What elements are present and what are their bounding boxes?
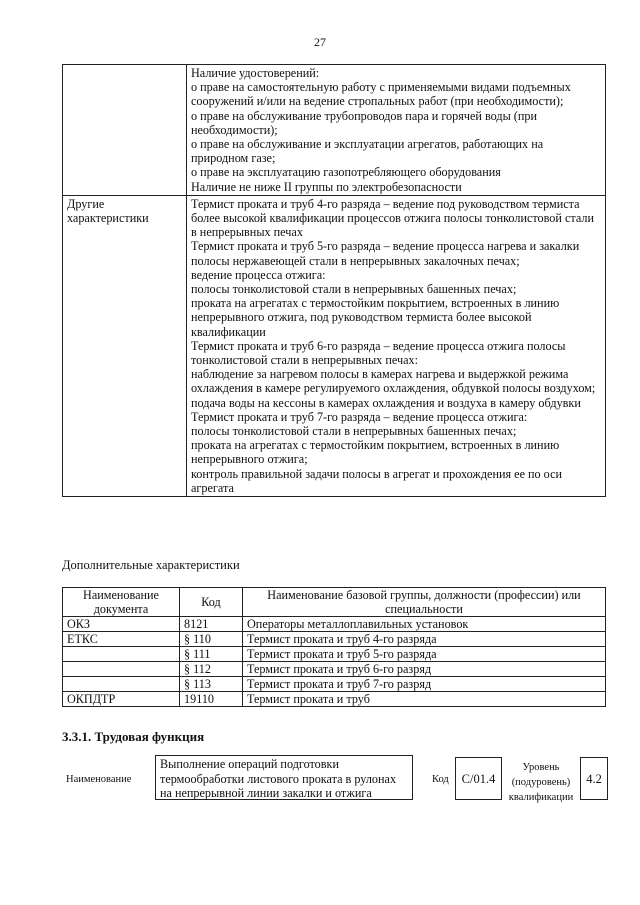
- cell-group: Термист проката и труб 5-го разряда: [243, 647, 606, 662]
- content-line: Термист проката и труб 7-го разряда – ведение процесса отжига:: [191, 409, 528, 424]
- qualification-level-label: Уровень (подуровень) квалификации: [508, 762, 574, 803]
- content-line: контроль правильной задачи полосы в агрегат и прохождения ее по оси агрегата: [191, 466, 563, 495]
- function-code-label: Код: [432, 774, 449, 785]
- header-document: Наименование документа: [63, 588, 180, 617]
- content-line: о праве на обслуживание и эксплуатации агрегатов, работающих на природном газе;: [191, 137, 544, 166]
- content-line: полосы тонколистовой стали в непрерывных башенных печах;: [191, 424, 517, 439]
- cell-code: 19110: [180, 692, 243, 707]
- cell-document: [63, 662, 180, 677]
- cell-code: § 111: [180, 647, 243, 662]
- content-line: ведение процесса отжига:: [191, 267, 326, 282]
- cell-group: Термист проката и труб 6-го разряд: [243, 662, 606, 677]
- content-line: проката на агрегатах с термостойким покрытием, встроенных в линию непрерывного отжига, под руководством термиста более высокой квалификации: [191, 296, 560, 339]
- characteristics-table: [62, 64, 606, 497]
- content-line: полосы тонколистовой стали в непрерывных башенных печах;: [191, 282, 517, 297]
- content-line: Наличие удостоверений:: [191, 66, 320, 80]
- content-line: Термист проката и труб 4-го разряда – ведение под руководством термиста более высокой квалификации процессов отжига полосы тонколистовой стали в непрерывных печах: [191, 196, 594, 240]
- additional-characteristics-title: Дополнительные характеристики: [62, 558, 240, 572]
- content-line: наблюдение за нагревом полосы в камерах нагрева и выдержкой режима охлаждения в камере регулируемого охлаждения, обдувкой полосы воздухом;: [191, 367, 596, 396]
- header-code: Код: [180, 588, 243, 617]
- qualification-level-value: 4.2: [580, 757, 608, 800]
- table-row: [63, 677, 606, 692]
- cell-document: [63, 647, 180, 662]
- content-line: о праве на обслуживание трубопроводов пара и горячей воды (при необходимости);: [191, 108, 537, 137]
- table-row: [63, 647, 606, 662]
- content-line: Термист проката и труб 5-го разряда – ведение процесса нагрева и закалки полосы нержавеющей стали в непрерывных закалочных печах;: [191, 239, 580, 268]
- header-group: Наименование базовой группы, должности (профессии) или специальности: [243, 588, 606, 617]
- cell-code: § 112: [180, 662, 243, 677]
- cell-group: Термист проката и труб: [243, 692, 606, 707]
- function-code-value: C/01.4: [455, 757, 502, 800]
- content-line: о праве на эксплуатацию газопотребляющего оборудования: [191, 165, 501, 180]
- row-label: Другие характеристики: [63, 195, 187, 496]
- function-name-value: Выполнение операций подготовки термообработки листового проката в рулонах на непрерывной линии закалки и отжига: [155, 755, 413, 800]
- table-row: [63, 65, 606, 196]
- cell-code: § 110: [180, 632, 243, 647]
- cell-group: Термист проката и труб 7-го разряд: [243, 677, 606, 692]
- cell-document: ЕТКС: [63, 632, 180, 647]
- table-row: [63, 692, 606, 707]
- section-heading: 3.3.1. Трудовая функция: [62, 729, 205, 744]
- cell-document: ОКПДТР: [63, 692, 180, 707]
- additional-characteristics-table: [62, 587, 606, 707]
- table-row: [63, 617, 606, 632]
- row-content: [187, 65, 606, 196]
- cell-group: Термист проката и труб 4-го разряда: [243, 632, 606, 647]
- page-number: 27: [314, 35, 326, 49]
- cell-document: [63, 677, 180, 692]
- cell-group: Операторы металлоплавильных установок: [243, 617, 606, 632]
- table-row: [63, 632, 606, 647]
- table-row: [63, 195, 606, 496]
- function-name-label: Наименование: [66, 774, 132, 785]
- content-line: проката на агрегатах с термостойким покрытием, встроенных в линию непрерывного отжига;: [191, 438, 560, 467]
- cell-code: 8121: [180, 617, 243, 632]
- row-content: [187, 195, 606, 496]
- cell-code: § 113: [180, 677, 243, 692]
- cell-document: ОКЗ: [63, 617, 180, 632]
- table-row: [63, 662, 606, 677]
- content-line: о праве на самостоятельную работу с применяемыми видами подъемных сооружений и/или на ведение стропальных работ (при необходимости);: [191, 80, 571, 109]
- content-line: Термист проката и труб 6-го разряда – ведение процесса отжига полосы тонколистовой стали в непрерывных печах:: [191, 338, 566, 368]
- row-label: [63, 65, 187, 196]
- table-header-row: [63, 588, 606, 617]
- content-line: подача воды на кессоны в камерах охлаждения и воздуха в камеру обдувки: [191, 395, 581, 410]
- content-line: Наличие не ниже II группы по электробезопасности: [191, 179, 462, 194]
